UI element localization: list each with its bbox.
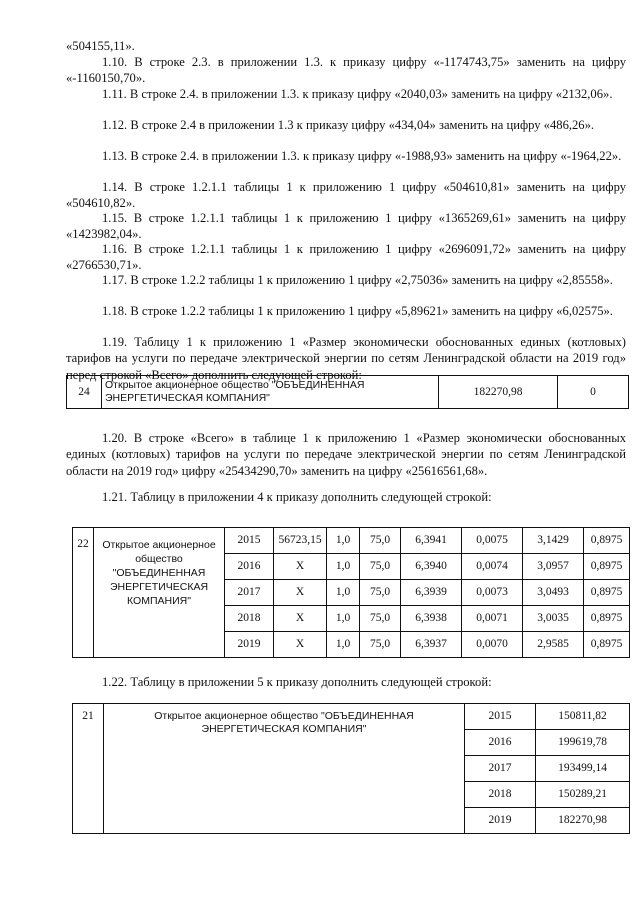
cell-number: 22	[73, 528, 94, 658]
cell-value: 56723,15	[274, 528, 327, 554]
cell-organization: Открытое акционерное общество "ОБЪЕДИНЕННАЯ ЭНЕРГЕТИЧЕСКАЯ КОМПАНИЯ"	[104, 704, 465, 834]
cell-value: 1,0	[327, 632, 360, 658]
cell-value: 0,8975	[584, 606, 630, 632]
paragraph-text: 1.13. В строке 2.4. в приложении 1.3. к приказу цифру «-1988,93» заменить на цифру «-1964,22».	[102, 149, 622, 163]
table-appendix-4-row	[72, 527, 630, 658]
paragraph-1-20	[66, 430, 626, 479]
cell-year: 2019	[225, 632, 274, 658]
cell-value: 75,0	[360, 606, 401, 632]
paragraph-text: 1.17. В строке 1.2.2 таблицы 1 к приложению 1 цифру «2,75036» заменить на цифру «2,85558».	[102, 273, 613, 287]
table-appendix-1-row	[66, 375, 629, 409]
cell-year: 2017	[225, 580, 274, 606]
cell-value: 75,0	[360, 554, 401, 580]
paragraph-text: 1.22. Таблицу в приложении 5 к приказу дополнить следующей строкой:	[102, 675, 492, 689]
cell-zero: 0	[558, 376, 629, 409]
paragraph-text: 1.14. В строке 1.2.1.1 таблицы 1 к приложению 1 цифру «504610,81» заменить на цифру «504610,82».	[66, 180, 626, 211]
cell-value: 2,9585	[523, 632, 584, 658]
cell-value: X	[274, 554, 327, 580]
cell-organization: Открытое акционерное общество "ОБЪЕДИНЕННАЯ ЭНЕРГЕТИЧЕСКАЯ КОМПАНИЯ"	[94, 528, 225, 658]
paragraph-text: 1.15. В строке 1.2.1.1 таблицы 1 к приложению 1 цифру «1365269,61» заменить на цифру «1423982,04».	[66, 211, 626, 242]
table-row	[73, 528, 630, 554]
cell-value: 6,3939	[401, 580, 462, 606]
cell-value: 0,8975	[584, 528, 630, 554]
paragraph-text: 1.21. Таблицу в приложении 4 к приказу дополнить следующей строкой:	[102, 490, 492, 504]
cell-value: 75,0	[360, 580, 401, 606]
cell-value: 3,0493	[523, 580, 584, 606]
cell-number: 24	[67, 376, 102, 409]
cell-value: 6,3937	[401, 632, 462, 658]
paragraph-text: 1.12. В строке 2.4 в приложении 1.3 к приказу цифру «434,04» заменить на цифру «486,26».	[102, 118, 595, 132]
paragraph-text: 1.11. В строке 2.4. в приложении 1.3. к приказу цифру «2040,03» заменить на цифру «2132,06».	[102, 87, 613, 101]
paragraph-text: 1.20. В строке «Всего» в таблице 1 к приложению 1 «Размер экономически обоснованных единых (котловых) тарифов на услуги по передаче электрической энергии по сетям Ленинградской области на 2019 год» цифру «25434290,70» заменить на цифру «25616561,68».	[66, 431, 626, 478]
table-row	[73, 704, 630, 730]
cell-value: 0,8975	[584, 632, 630, 658]
cell-year: 2018	[465, 782, 536, 808]
paragraph-text: 1.18. В строке 1.2.2 таблицы 1 к приложению 1 цифру «5,89621» заменить на цифру «6,02575».	[102, 304, 613, 318]
cell-year: 2016	[225, 554, 274, 580]
paragraph-1-21	[66, 489, 626, 505]
paragraph-text: 1.16. В строке 1.2.1.1 таблицы 1 к приложению 1 цифру «2696091,72» заменить на цифру «2766530,71».	[66, 242, 626, 273]
cell-value: 75,0	[360, 528, 401, 554]
paragraph-1-12	[66, 117, 626, 133]
cell-value: 150811,82	[536, 704, 630, 730]
paragraph-text: 1.10. В строке 2.3. в приложении 1.3. к приказу цифру «-1174743,75» заменить на цифру «-1160150,70».	[66, 55, 626, 86]
table-appendix-5-row	[72, 703, 630, 834]
cell-value: 3,1429	[523, 528, 584, 554]
cell-value: 3,0957	[523, 554, 584, 580]
paragraph-text: «504155,11».	[66, 39, 135, 53]
paragraph-1-18	[66, 303, 626, 319]
paragraph-continuation	[66, 38, 626, 54]
paragraph-1-11	[66, 86, 626, 102]
cell-value: 199619,78	[536, 730, 630, 756]
cell-value: 1,0	[327, 580, 360, 606]
cell-value: 0,0075	[462, 528, 523, 554]
cell-value: X	[274, 606, 327, 632]
cell-value: 0,8975	[584, 554, 630, 580]
cell-year: 2019	[465, 808, 536, 834]
cell-value: 6,3940	[401, 554, 462, 580]
cell-value: X	[274, 580, 327, 606]
paragraph-1-13	[66, 148, 626, 164]
cell-value: 1,0	[327, 554, 360, 580]
cell-value: X	[274, 632, 327, 658]
cell-value: 3,0035	[523, 606, 584, 632]
paragraph-1-22	[66, 674, 626, 690]
cell-number: 21	[73, 704, 104, 834]
cell-value: 182270,98	[536, 808, 630, 834]
cell-value: 75,0	[360, 632, 401, 658]
cell-year: 2015	[225, 528, 274, 554]
cell-year: 2015	[465, 704, 536, 730]
cell-value: 193499,14	[536, 756, 630, 782]
cell-value: 150289,21	[536, 782, 630, 808]
cell-organization: Открытое акционерное общество "ОБЪЕДИНЕННАЯ ЭНЕРГЕТИЧЕСКАЯ КОМПАНИЯ"	[102, 376, 439, 409]
cell-value: 0,0073	[462, 580, 523, 606]
cell-year: 2016	[465, 730, 536, 756]
cell-value: 1,0	[327, 606, 360, 632]
paragraph-text: 1.19. Таблицу 1 к приложению 1 «Размер экономически обоснованных единых (котловых) тарифов на услуги по передаче электрической энергии по сетям Ленинградской области на 2019 год» перед строкой «Всего» дополнить следующей строкой:	[66, 335, 626, 382]
cell-year: 2017	[465, 756, 536, 782]
cell-value: 0,0071	[462, 606, 523, 632]
paragraph-1-16	[66, 241, 626, 274]
table-row	[67, 376, 629, 409]
paragraph-1-15	[66, 210, 626, 243]
cell-value: 0,0070	[462, 632, 523, 658]
cell-year: 2018	[225, 606, 274, 632]
cell-value: 0,8975	[584, 580, 630, 606]
cell-value: 6,3938	[401, 606, 462, 632]
paragraph-1-17	[66, 272, 626, 288]
paragraph-1-14	[66, 179, 626, 212]
paragraph-1-10	[66, 54, 626, 87]
cell-value: 182270,98	[439, 376, 558, 409]
cell-value: 6,3941	[401, 528, 462, 554]
cell-value: 1,0	[327, 528, 360, 554]
cell-value: 0,0074	[462, 554, 523, 580]
